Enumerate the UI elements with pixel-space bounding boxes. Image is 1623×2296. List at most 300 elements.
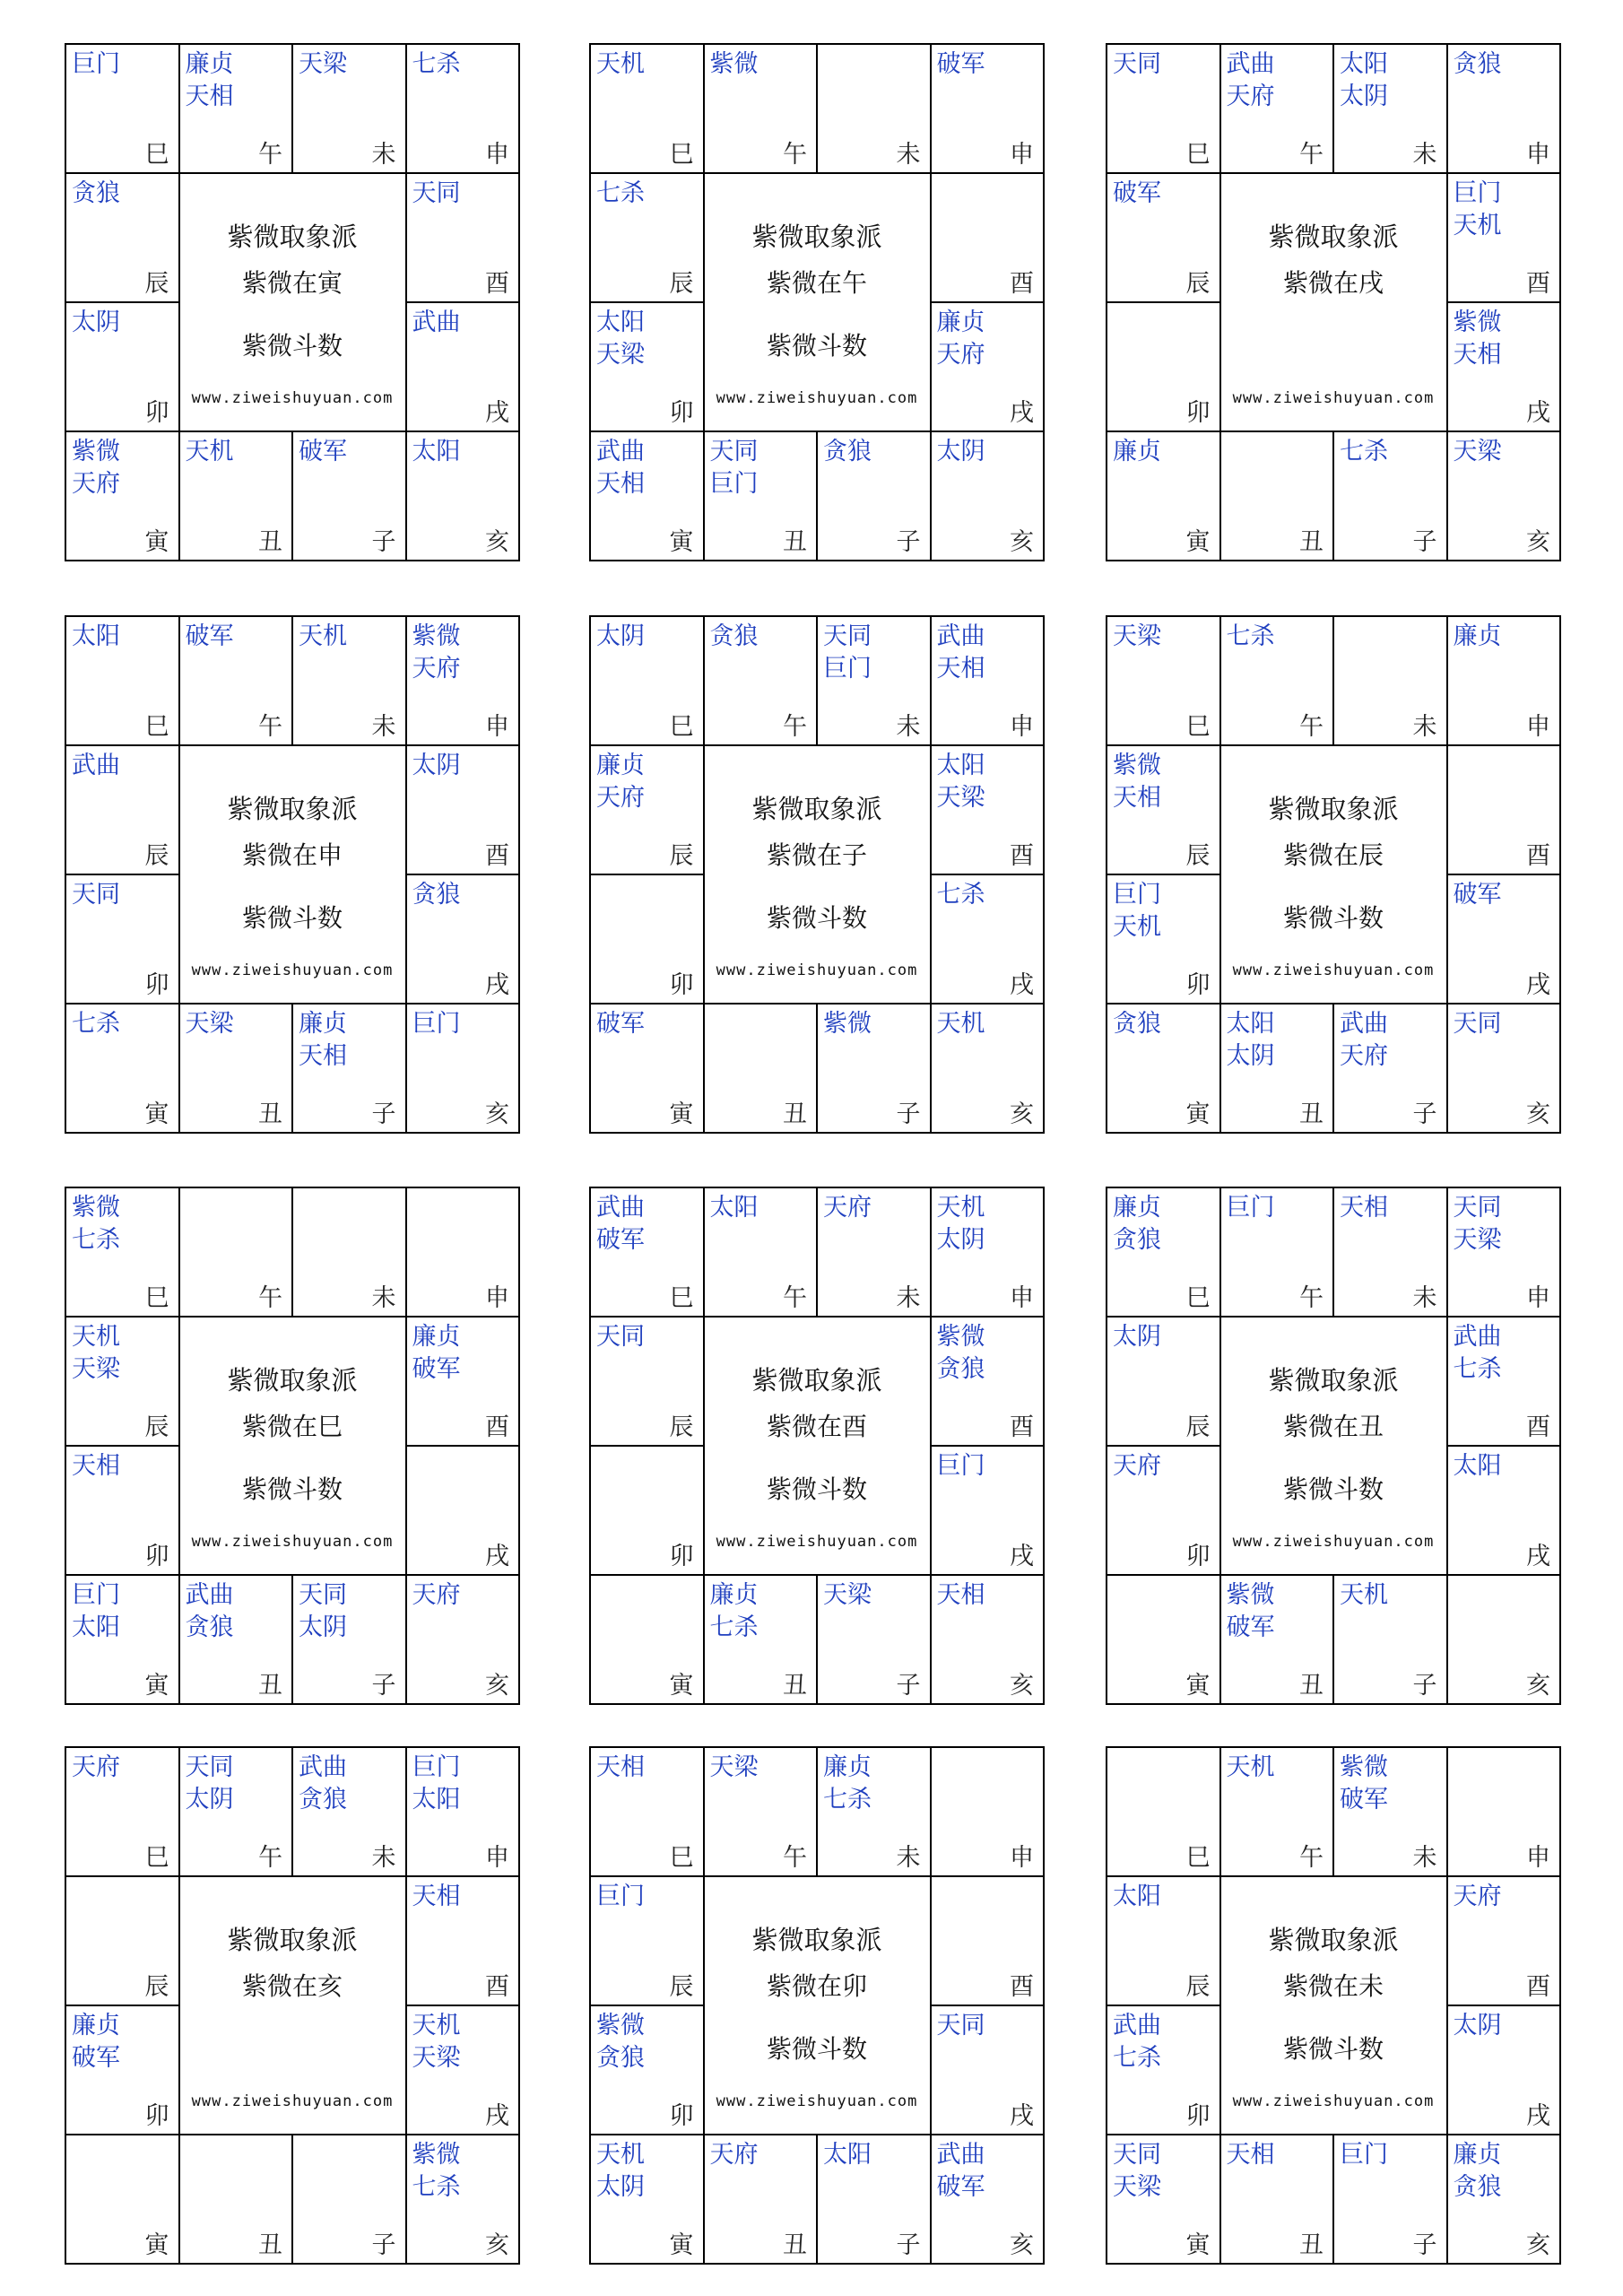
star-list: [823, 621, 872, 685]
earthly-branch-label: 卯: [144, 971, 169, 999]
website-label: www.ziweishuyuan.com: [716, 2092, 918, 2110]
star-name: 巨门: [596, 1883, 645, 1910]
star-list: [1227, 1192, 1275, 1224]
website-label: www.ziweishuyuan.com: [1232, 961, 1435, 979]
ziwei-position: 紫微在卯: [766, 1971, 867, 2001]
palace-cell: [1106, 2005, 1221, 2135]
earthly-branch-label: 午: [783, 1284, 807, 1312]
star-name: 天梁: [412, 2044, 461, 2072]
star-name: 天梁: [823, 1581, 872, 1609]
earthly-branch-label: 酉: [485, 270, 509, 298]
palace-cell: [930, 1445, 1046, 1576]
palace-cell: [405, 1316, 521, 1447]
system-name: 紫微斗数: [766, 331, 867, 361]
star-name: 紫微: [72, 438, 120, 465]
palace-cell: [1219, 615, 1335, 746]
star-name: 武曲: [1113, 2012, 1161, 2039]
star-name: 太阳: [72, 622, 120, 650]
palace-chart: [65, 43, 518, 560]
star-list: [823, 436, 872, 468]
palace-cell: [703, 1187, 819, 1318]
star-list: [596, 750, 645, 814]
star-name: 太阳: [412, 1786, 461, 1813]
star-list: [1113, 1881, 1161, 1913]
star-name: 巨门: [936, 1452, 985, 1480]
palace-cell: [589, 1746, 705, 1877]
palace-cell: [930, 1746, 1046, 1877]
star-name: 廉贞: [596, 752, 645, 779]
earthly-branch-label: 巳: [669, 141, 694, 169]
palace-chart: [65, 1187, 518, 1703]
star-name: 廉贞: [299, 1010, 347, 1038]
palace-cell: [291, 1574, 407, 1705]
center-panel: [1219, 744, 1448, 1004]
star-name: 天相: [1453, 341, 1502, 369]
palace-cell: [1332, 1187, 1448, 1318]
palace-cell: [589, 430, 705, 561]
earthly-branch-label: 戌: [1010, 971, 1034, 999]
earthly-branch-label: 子: [371, 1100, 396, 1128]
star-list: [1340, 48, 1388, 113]
star-name: 巨门: [72, 50, 120, 78]
star-list: [596, 307, 645, 371]
school-title: 紫微取象派: [1268, 794, 1399, 824]
earthly-branch-label: 巳: [1185, 1284, 1211, 1312]
star-list: [710, 1579, 759, 1644]
star-name: 天同: [596, 1323, 645, 1351]
ziwei-position: 紫微在未: [1282, 1971, 1384, 2001]
palace-cell: [1106, 1003, 1221, 1134]
earthly-branch-label: 戌: [1010, 2102, 1034, 2130]
palace-cell: [65, 1875, 180, 2006]
palace-cell: [703, 1003, 819, 1134]
palace-cell: [1332, 615, 1448, 746]
star-list: [710, 2139, 759, 2171]
star-list: [412, 879, 461, 911]
star-name: 武曲: [596, 438, 645, 465]
star-name: 七杀: [709, 1613, 759, 1641]
palace-cell: [1332, 430, 1448, 561]
palace-cell: [65, 1316, 180, 1447]
earthly-branch-label: 亥: [485, 1100, 509, 1128]
star-name: 七杀: [412, 50, 461, 78]
palace-cell: [1446, 1003, 1562, 1134]
earthly-branch-label: 辰: [1185, 842, 1211, 870]
star-list: [412, 436, 461, 468]
star-name: 天府: [823, 1194, 872, 1222]
palace-cell: [291, 1187, 407, 1318]
palace-cell: [65, 172, 180, 303]
earthly-branch-label: 酉: [1010, 1413, 1034, 1441]
star-name: 巨门: [412, 1753, 461, 1781]
earthly-branch-label: 酉: [1010, 270, 1034, 298]
star-name: 太阴: [299, 1613, 347, 1641]
star-list: [1113, 1192, 1161, 1257]
palace-cell: [405, 1187, 521, 1318]
star-name: 天同: [1113, 50, 1161, 78]
star-name: 天府: [72, 1753, 120, 1781]
earthly-branch-label: 未: [896, 1844, 921, 1872]
palace-cell: [1106, 430, 1221, 561]
star-name: 天梁: [1113, 622, 1161, 650]
earthly-branch-label: 丑: [258, 1100, 282, 1128]
palace-chart: [589, 43, 1043, 560]
palace-cell: [65, 1003, 180, 1134]
star-name: 天府: [72, 470, 120, 498]
earthly-branch-label: 寅: [1185, 1100, 1211, 1128]
earthly-branch-label: 子: [896, 1672, 921, 1700]
palace-cell: [930, 744, 1046, 875]
palace-cell: [1219, 430, 1335, 561]
star-list: [1454, 879, 1502, 911]
earthly-branch-label: 子: [371, 2231, 396, 2259]
earthly-branch-label: 申: [1526, 1844, 1550, 1872]
palace-cell: [1106, 301, 1221, 432]
star-list: [710, 48, 759, 81]
website-label: www.ziweishuyuan.com: [1232, 2092, 1435, 2110]
earthly-branch-label: 戌: [485, 2102, 509, 2130]
star-name: 天相: [412, 1883, 461, 1910]
star-name: 太阴: [1453, 2012, 1502, 2039]
star-list: [72, 178, 120, 210]
star-name: 天梁: [1453, 438, 1502, 465]
star-list: [412, 750, 461, 782]
palace-chart: [589, 1746, 1043, 2263]
palace-cell: [589, 1574, 705, 1705]
earthly-branch-label: 酉: [485, 1973, 509, 2001]
star-name: 武曲: [596, 1194, 645, 1222]
palace-cell: [1106, 1574, 1221, 1705]
palace-cell: [1332, 43, 1448, 174]
palace-cell: [405, 1574, 521, 1705]
palace-cell: [178, 1746, 294, 1877]
center-panel: [703, 1316, 932, 1576]
star-list: [823, 1008, 872, 1040]
star-name: 七杀: [1226, 622, 1275, 650]
earthly-branch-label: 丑: [1299, 1100, 1324, 1128]
system-name: 紫微斗数: [241, 903, 343, 933]
palace-cell: [703, 430, 819, 561]
star-name: 天相: [596, 1753, 645, 1781]
earthly-branch-label: 酉: [1526, 270, 1550, 298]
star-list: [1454, 1192, 1502, 1257]
ziwei-position: 紫微在亥: [241, 1971, 343, 2001]
palace-cell: [405, 430, 521, 561]
star-name: 廉贞: [1453, 622, 1502, 650]
earthly-branch-label: 辰: [669, 1413, 694, 1441]
star-name: 武曲: [299, 1753, 347, 1781]
palace-cell: [930, 1003, 1046, 1134]
earthly-branch-label: 戌: [1526, 1543, 1550, 1570]
palace-cell: [589, 874, 705, 1004]
star-list: [186, 1579, 234, 1644]
star-list: [1454, 48, 1502, 81]
star-list: [1340, 2139, 1388, 2171]
star-list: [1113, 621, 1161, 653]
palace-cell: [65, 430, 180, 561]
palace-cell: [703, 1574, 819, 1705]
website-label: www.ziweishuyuan.com: [191, 389, 394, 407]
star-list: [72, 2010, 120, 2074]
school-title: 紫微取象派: [751, 794, 882, 824]
star-list: [1113, 2139, 1161, 2204]
palace-cell: [930, 1574, 1046, 1705]
star-name: 紫微: [596, 2012, 645, 2039]
palace-cell: [65, 744, 180, 875]
earthly-branch-label: 寅: [669, 1672, 694, 1700]
star-name: 天机: [412, 2012, 461, 2039]
star-name: 天府: [936, 341, 985, 369]
earthly-branch-label: 卯: [1185, 399, 1211, 427]
earthly-branch-label: 亥: [1010, 2231, 1034, 2259]
earthly-branch-label: 辰: [1185, 1973, 1211, 2001]
palace-cell: [930, 615, 1046, 746]
palace-cell: [1219, 43, 1335, 174]
system-name: 紫微斗数: [766, 903, 867, 933]
star-list: [1454, 436, 1502, 468]
website-label: www.ziweishuyuan.com: [716, 961, 918, 979]
star-list: [596, 178, 645, 210]
star-name: 破军: [1453, 881, 1502, 909]
star-name: 太阳: [936, 752, 985, 779]
star-name: 七杀: [1340, 438, 1388, 465]
school-title: 紫微取象派: [227, 222, 358, 252]
earthly-branch-label: 子: [1412, 2231, 1437, 2259]
palace-cell: [291, 43, 407, 174]
star-list: [412, 48, 461, 81]
star-name: 天机: [596, 2141, 645, 2169]
palace-cell: [178, 1003, 294, 1134]
palace-cell: [1106, 1316, 1221, 1447]
star-name: 天机: [299, 622, 347, 650]
earthly-branch-label: 巳: [1185, 141, 1211, 169]
palace-cell: [703, 615, 819, 746]
earthly-branch-label: 未: [371, 713, 396, 741]
school-title: 紫微取象派: [1268, 1365, 1399, 1396]
star-list: [72, 1752, 120, 1784]
star-list: [1454, 2139, 1502, 2204]
star-name: 贪狼: [936, 1355, 985, 1383]
earthly-branch-label: 亥: [485, 2231, 509, 2259]
earthly-branch-label: 申: [1526, 713, 1550, 741]
school-title: 紫微取象派: [751, 1925, 882, 1955]
star-list: [412, 1579, 461, 1612]
star-name: 武曲: [1453, 1323, 1502, 1351]
earthly-branch-label: 子: [1412, 1672, 1437, 1700]
palace-cell: [589, 744, 705, 875]
earthly-branch-label: 亥: [1010, 528, 1034, 556]
palace-cell: [178, 1574, 294, 1705]
star-name: 廉贞: [709, 1581, 759, 1609]
star-name: 太阳: [709, 1194, 759, 1222]
star-name: 天府: [1453, 1883, 1502, 1910]
earthly-branch-label: 辰: [669, 842, 694, 870]
star-name: 贪狼: [1113, 1010, 1161, 1038]
earthly-branch-label: 卯: [669, 399, 694, 427]
star-name: 廉贞: [1113, 1194, 1161, 1222]
palace-cell: [405, 744, 521, 875]
star-name: 太阳: [1340, 50, 1388, 78]
center-panel: [178, 172, 407, 432]
star-name: 天同: [412, 179, 461, 207]
website-label: www.ziweishuyuan.com: [1232, 1533, 1435, 1551]
star-list: [710, 1192, 759, 1224]
palace-cell: [1332, 1574, 1448, 1705]
palace-cell: [1219, 1187, 1335, 1318]
palace-cell: [1446, 1875, 1562, 2006]
palace-cell: [405, 1445, 521, 1576]
star-name: 太阳: [72, 1613, 120, 1641]
earthly-branch-label: 寅: [669, 1100, 694, 1128]
star-name: 太阳: [1113, 1883, 1161, 1910]
star-list: [1113, 2010, 1161, 2074]
palace-cell: [589, 2005, 705, 2135]
school-title: 紫微取象派: [227, 1925, 358, 1955]
palace-cell: [1106, 2134, 1221, 2265]
palace-cell: [65, 874, 180, 1004]
system-name: 紫微斗数: [766, 1474, 867, 1504]
website-label: www.ziweishuyuan.com: [716, 389, 918, 407]
ziwei-position: 紫微在戌: [1282, 268, 1384, 298]
star-list: [1340, 1579, 1388, 1612]
earthly-branch-label: 申: [1526, 141, 1550, 169]
star-name: 七杀: [72, 1226, 120, 1254]
earthly-branch-label: 寅: [669, 528, 694, 556]
ziwei-position: 紫微在丑: [1282, 1412, 1384, 1441]
earthly-branch-label: 戌: [1526, 2102, 1550, 2130]
school-title: 紫微取象派: [751, 222, 882, 252]
earthly-branch-label: 巳: [669, 713, 694, 741]
star-list: [823, 1579, 872, 1612]
earthly-branch-label: 未: [1412, 141, 1437, 169]
star-name: 天机: [936, 1194, 985, 1222]
star-list: [1113, 178, 1161, 210]
school-title: 紫微取象派: [751, 1365, 882, 1396]
earthly-branch-label: 子: [896, 2231, 921, 2259]
star-name: 太阴: [936, 1226, 985, 1254]
earthly-branch-label: 午: [258, 1844, 282, 1872]
star-list: [412, 2139, 461, 2204]
earthly-branch-label: 酉: [485, 1413, 509, 1441]
earthly-branch-label: 亥: [1526, 528, 1550, 556]
palace-chart: [589, 1187, 1043, 1703]
star-name: 七杀: [823, 1786, 872, 1813]
earthly-branch-label: 丑: [258, 528, 282, 556]
palace-cell: [589, 615, 705, 746]
star-name: 天同: [823, 622, 872, 650]
palace-cell: [589, 1445, 705, 1576]
star-list: [72, 1192, 120, 1257]
palace-cell: [816, 1187, 932, 1318]
earthly-branch-label: 辰: [669, 270, 694, 298]
earthly-branch-label: 午: [258, 141, 282, 169]
earthly-branch-label: 巳: [1185, 1844, 1211, 1872]
system-name: 紫微斗数: [241, 1474, 343, 1504]
school-title: 紫微取象派: [1268, 222, 1399, 252]
earthly-branch-label: 申: [485, 141, 509, 169]
earthly-branch-label: 子: [371, 528, 396, 556]
palace-cell: [1446, 1574, 1562, 1705]
star-name: 廉贞: [1453, 2141, 1502, 2169]
palace-cell: [178, 2134, 294, 2265]
palace-chart: [65, 615, 518, 1132]
palace-cell: [1219, 1574, 1335, 1705]
earthly-branch-label: 子: [896, 528, 921, 556]
earthly-branch-label: 酉: [1010, 1973, 1034, 2001]
star-name: 天梁: [299, 50, 347, 78]
star-list: [186, 436, 234, 468]
star-name: 贪狼: [185, 1613, 234, 1641]
star-name: 廉贞: [412, 1323, 461, 1351]
palace-cell: [589, 1003, 705, 1134]
palace-chart: [1106, 1187, 1559, 1703]
system-name: 紫微斗数: [1282, 2034, 1384, 2064]
star-name: 太阳: [1453, 1452, 1502, 1480]
star-name: 天同: [299, 1581, 347, 1609]
star-name: 天同: [1453, 1194, 1502, 1222]
star-list: [710, 1752, 759, 1784]
palace-cell: [65, 2005, 180, 2135]
star-name: 武曲: [1226, 50, 1275, 78]
star-name: 紫微: [72, 1194, 120, 1222]
star-list: [937, 48, 985, 81]
earthly-branch-label: 申: [485, 713, 509, 741]
earthly-branch-label: 午: [258, 1284, 282, 1312]
earthly-branch-label: 辰: [144, 1413, 169, 1441]
palace-cell: [405, 1875, 521, 2006]
star-name: 天梁: [1113, 2173, 1161, 2201]
star-name: 天相: [72, 1452, 120, 1480]
palace-cell: [65, 1574, 180, 1705]
palace-cell: [1106, 874, 1221, 1004]
palace-cell: [930, 1187, 1046, 1318]
star-list: [1227, 621, 1275, 653]
earthly-branch-label: 申: [485, 1284, 509, 1312]
star-list: [596, 621, 645, 653]
palace-cell: [589, 1875, 705, 2006]
palace-cell: [1332, 2134, 1448, 2265]
earthly-branch-label: 辰: [144, 270, 169, 298]
system-name: 紫微斗数: [766, 2034, 867, 2064]
earthly-branch-label: 未: [371, 141, 396, 169]
center-panel: [1219, 1316, 1448, 1576]
earthly-branch-label: 卯: [669, 971, 694, 999]
website-label: www.ziweishuyuan.com: [1232, 389, 1435, 407]
earthly-branch-label: 丑: [1299, 1672, 1324, 1700]
star-name: 太阴: [596, 622, 645, 650]
earthly-branch-label: 丑: [783, 1672, 807, 1700]
palace-cell: [1106, 1187, 1221, 1318]
palace-cell: [405, 615, 521, 746]
star-name: 天机: [1340, 1581, 1388, 1609]
palace-cell: [1219, 2134, 1335, 2265]
star-name: 紫微: [823, 1010, 872, 1038]
earthly-branch-label: 卯: [1185, 2102, 1211, 2130]
star-name: 太阴: [1226, 1042, 1275, 1070]
star-list: [72, 1579, 120, 1644]
star-name: 破军: [299, 438, 347, 465]
star-name: 破军: [1226, 1613, 1275, 1641]
star-list: [596, 1321, 645, 1353]
earthly-branch-label: 戌: [1526, 971, 1550, 999]
earthly-branch-label: 丑: [1299, 2231, 1324, 2259]
palace-cell: [65, 2134, 180, 2265]
star-list: [1340, 1192, 1388, 1224]
star-list: [299, 1008, 347, 1073]
earthly-branch-label: 酉: [1526, 842, 1550, 870]
earthly-branch-label: 亥: [485, 528, 509, 556]
palace-cell: [1446, 2134, 1562, 2265]
